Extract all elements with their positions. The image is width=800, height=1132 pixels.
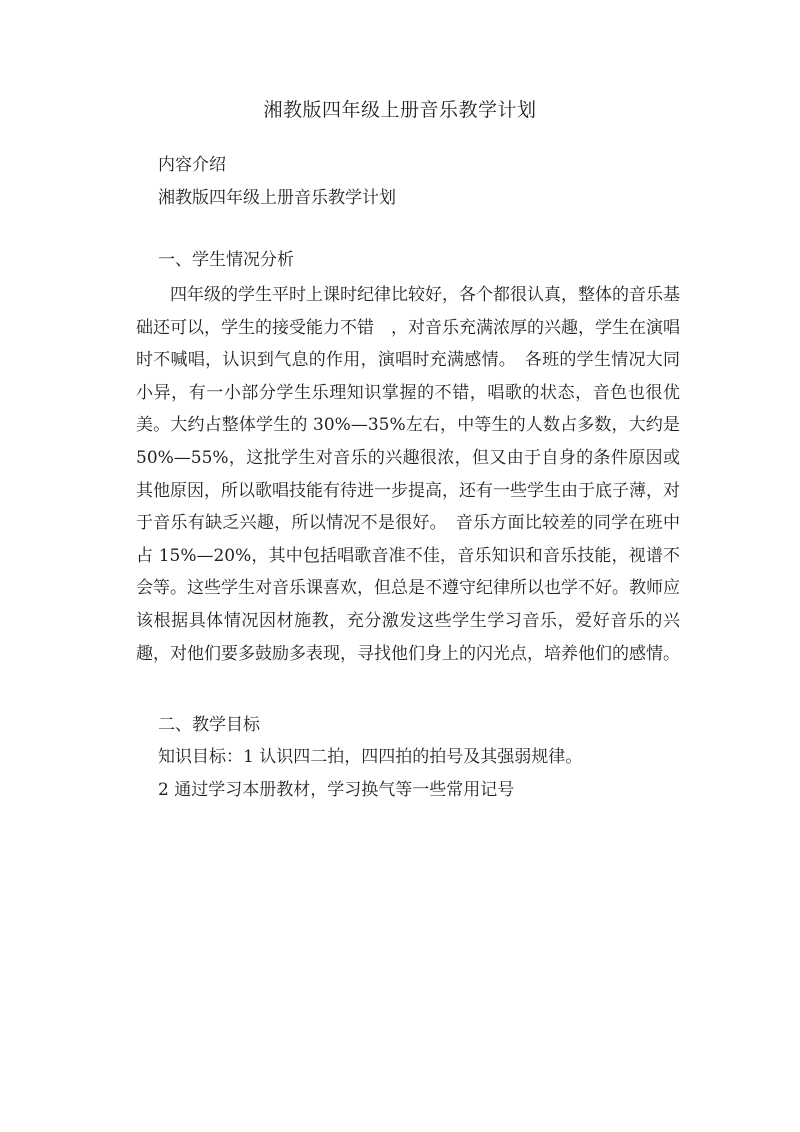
document-title: 湘教版四年级上册音乐教学计划	[263, 99, 537, 121]
section1-paragraph: 四年级的学生平时上课时纪律比较好，各个都很认真，整体的音乐基础还可以，学生的接受能力不错 ，对音乐充满浓厚的兴趣，学生在演唱时不喊唱，认识到气息的作用，演唱时充满感情。 各班的学生情况大同小异，有一小部分学生乐理知识掌握的不错，唱歌的状态，音色也很优美。大约占整体学生的 30%—35%左右，中等生的人数占多数，大约是 50%—55%，这批学生对音乐的兴趣很浓，但又由于自身的条件原因或其他原因，所以歌唱技能有待进一步提高，还有一些学生由于底子薄，对于音乐有缺乏兴趣，所以情况不是很好。 音乐方面比较差的同学在班中占 15%—20%，其中包括唱歌音准不佳，音乐知识和音乐技能，视谱不会等。这些学生对音乐课喜欢，但总是不遵守纪律所以也学不好。教师应该根据具体情况因材施教，充分激发这些学生学习音乐，爱好音乐的兴趣，对他们要多鼓励多表现，寻找他们身上的闪光点，培养他们的感情。	[136, 285, 680, 664]
intro-label: 内容介绍	[158, 155, 226, 175]
section2-heading: 二、教学目标	[158, 715, 260, 735]
knowledge-goal-2: 2 通过学习本册教材，学习换气等一些常用记号	[158, 780, 515, 800]
intro-text: 湘教版四年级上册音乐教学计划	[158, 188, 396, 208]
section1-heading: 一、学生情况分析	[158, 250, 294, 270]
knowledge-goal-1: 知识目标：1 认识四二拍，四四拍的拍号及其强弱规律。	[158, 747, 583, 767]
